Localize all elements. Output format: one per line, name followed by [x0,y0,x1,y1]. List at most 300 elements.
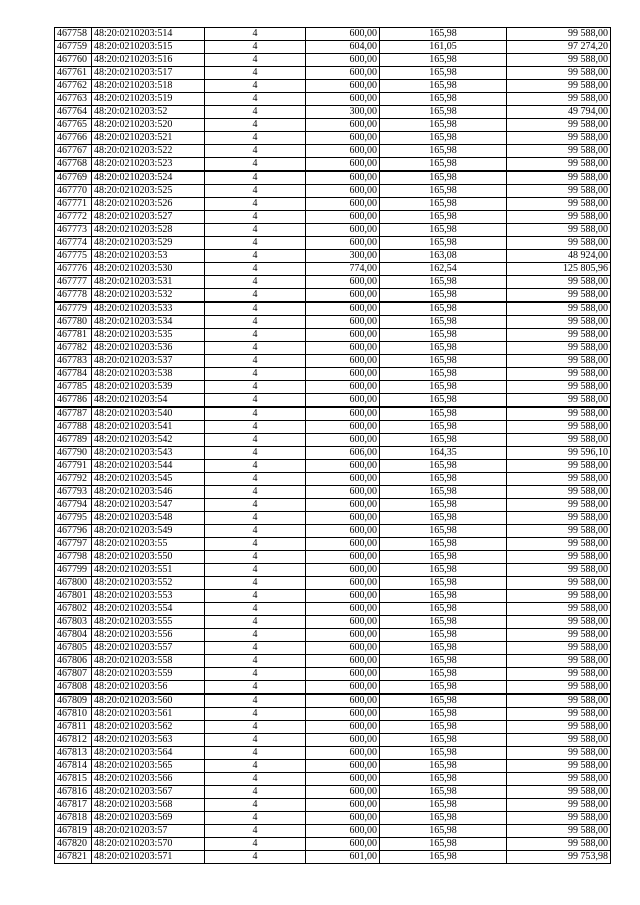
specific-value-cell: 165,98 [380,80,507,93]
row-number-cell: 467811 [55,721,92,734]
row-number-cell: 467775 [55,250,92,263]
row-number-cell: 467815 [55,773,92,786]
area-cell: 600,00 [306,28,380,41]
specific-value-cell: 165,98 [380,237,507,250]
table-row [55,80,611,93]
table-row [55,93,611,106]
group-code-cell: 4 [205,799,306,812]
table-row [55,28,611,41]
area-cell: 600,00 [306,629,380,642]
table-row [55,760,611,773]
group-code-cell: 4 [205,838,306,851]
area-cell: 600,00 [306,538,380,551]
specific-value-cell: 165,98 [380,67,507,80]
group-code-cell: 4 [205,28,306,41]
table-row [55,198,611,211]
cadastral-number-cell: 48:20:0210203:515 [92,41,205,54]
cadastral-number-cell: 48:20:0210203:518 [92,80,205,93]
group-code-cell: 4 [205,721,306,734]
specific-value-cell: 165,98 [380,486,507,499]
cadastral-value-cell: 99 588,00 [507,486,611,499]
cadastral-number-cell: 48:20:0210203:534 [92,316,205,329]
row-number-cell: 467816 [55,786,92,799]
specific-value-cell: 165,98 [380,734,507,747]
row-number-cell: 467782 [55,342,92,355]
area-cell: 600,00 [306,132,380,145]
cadastral-number-cell: 48:20:0210203:525 [92,185,205,198]
specific-value-cell: 165,98 [380,747,507,760]
cadastral-value-cell: 99 588,00 [507,812,611,825]
cadastral-value-cell: 99 588,00 [507,616,611,629]
specific-value-cell: 165,98 [380,342,507,355]
cadastral-number-cell: 48:20:0210203:552 [92,577,205,590]
table-row [55,838,611,851]
row-number-cell: 467818 [55,812,92,825]
cadastral-number-cell: 48:20:0210203:54 [92,394,205,408]
area-cell: 774,00 [306,263,380,276]
table-row [55,54,611,67]
row-number-cell: 467817 [55,799,92,812]
row-number-cell: 467768 [55,158,92,172]
cadastral-value-cell: 99 753,98 [507,851,611,864]
group-code-cell: 4 [205,525,306,538]
row-number-cell: 467808 [55,681,92,695]
cadastral-value-cell: 99 588,00 [507,721,611,734]
area-cell: 600,00 [306,276,380,289]
cadastral-value-cell: 99 588,00 [507,577,611,590]
area-cell: 600,00 [306,655,380,668]
group-code-cell: 4 [205,551,306,564]
area-cell: 600,00 [306,799,380,812]
table-row [55,773,611,786]
area-cell: 600,00 [306,434,380,447]
specific-value-cell: 165,98 [380,407,507,421]
cadastral-number-cell: 48:20:0210203:53 [92,250,205,263]
area-cell: 600,00 [306,158,380,172]
row-number-cell: 467794 [55,499,92,512]
table-row [55,812,611,825]
cadastral-number-cell: 48:20:0210203:560 [92,694,205,708]
table-row [55,734,611,747]
group-code-cell: 4 [205,434,306,447]
area-cell: 300,00 [306,250,380,263]
group-code-cell: 4 [205,694,306,708]
specific-value-cell: 165,98 [380,603,507,616]
group-code-cell: 4 [205,381,306,394]
row-number-cell: 467786 [55,394,92,408]
table-row [55,132,611,145]
cadastral-number-cell: 48:20:0210203:549 [92,525,205,538]
table-row [55,486,611,499]
specific-value-cell: 165,98 [380,460,507,473]
table-row [55,590,611,603]
area-cell: 600,00 [306,329,380,342]
area-cell: 604,00 [306,41,380,54]
area-cell: 601,00 [306,851,380,864]
area-cell: 600,00 [306,54,380,67]
table-row [55,551,611,564]
specific-value-cell: 165,98 [380,289,507,303]
cadastral-value-cell: 99 588,00 [507,538,611,551]
group-code-cell: 4 [205,67,306,80]
cadastral-number-cell: 48:20:0210203:528 [92,224,205,237]
row-number-cell: 467760 [55,54,92,67]
table-row [55,381,611,394]
cadastral-number-cell: 48:20:0210203:521 [92,132,205,145]
row-number-cell: 467820 [55,838,92,851]
cadastral-number-cell: 48:20:0210203:517 [92,67,205,80]
table-row [55,276,611,289]
specific-value-cell: 165,98 [380,564,507,577]
area-cell: 600,00 [306,734,380,747]
row-number-cell: 467771 [55,198,92,211]
row-number-cell: 467783 [55,355,92,368]
cadastral-value-cell: 99 588,00 [507,302,611,316]
group-code-cell: 4 [205,394,306,408]
row-number-cell: 467795 [55,512,92,525]
group-code-cell: 4 [205,734,306,747]
specific-value-cell: 165,98 [380,28,507,41]
specific-value-cell: 165,98 [380,421,507,434]
cadastral-number-cell: 48:20:0210203:545 [92,473,205,486]
cadastral-number-cell: 48:20:0210203:532 [92,289,205,303]
group-code-cell: 4 [205,460,306,473]
cadastral-number-cell: 48:20:0210203:543 [92,447,205,460]
cadastral-value-cell: 48 924,00 [507,250,611,263]
specific-value-cell: 165,98 [380,185,507,198]
specific-value-cell: 165,98 [380,616,507,629]
specific-value-cell: 165,98 [380,499,507,512]
group-code-cell: 4 [205,486,306,499]
specific-value-cell: 165,98 [380,681,507,695]
row-number-cell: 467803 [55,616,92,629]
row-number-cell: 467780 [55,316,92,329]
cadastral-number-cell: 48:20:0210203:550 [92,551,205,564]
cadastral-value-cell: 99 588,00 [507,473,611,486]
cadastral-number-cell: 48:20:0210203:540 [92,407,205,421]
cadastral-value-cell: 99 588,00 [507,564,611,577]
group-code-cell: 4 [205,629,306,642]
table-row [55,41,611,54]
cadastral-number-cell: 48:20:0210203:520 [92,119,205,132]
table-row [55,668,611,681]
area-cell: 600,00 [306,224,380,237]
group-code-cell: 4 [205,276,306,289]
row-number-cell: 467799 [55,564,92,577]
cadastral-number-cell: 48:20:0210203:52 [92,106,205,119]
row-number-cell: 467789 [55,434,92,447]
group-code-cell: 4 [205,316,306,329]
row-number-cell: 467773 [55,224,92,237]
cadastral-number-cell: 48:20:0210203:538 [92,368,205,381]
group-code-cell: 4 [205,421,306,434]
cadastral-number-cell: 48:20:0210203:531 [92,276,205,289]
cadastral-value-cell: 99 588,00 [507,316,611,329]
group-code-cell: 4 [205,681,306,695]
specific-value-cell: 165,98 [380,642,507,655]
group-code-cell: 4 [205,407,306,421]
group-code-cell: 4 [205,263,306,276]
group-code-cell: 4 [205,812,306,825]
row-number-cell: 467778 [55,289,92,303]
cadastral-number-cell: 48:20:0210203:564 [92,747,205,760]
area-cell: 606,00 [306,447,380,460]
area-cell: 600,00 [306,668,380,681]
table-row [55,499,611,512]
area-cell: 600,00 [306,681,380,695]
cadastral-value-cell: 99 588,00 [507,668,611,681]
group-code-cell: 4 [205,577,306,590]
area-cell: 600,00 [306,119,380,132]
row-number-cell: 467814 [55,760,92,773]
cadastral-number-cell: 48:20:0210203:57 [92,825,205,838]
group-code-cell: 4 [205,590,306,603]
table-row [55,799,611,812]
row-number-cell: 467813 [55,747,92,760]
row-number-cell: 467807 [55,668,92,681]
specific-value-cell: 163,08 [380,250,507,263]
row-number-cell: 467809 [55,694,92,708]
cadastral-number-cell: 48:20:0210203:571 [92,851,205,864]
cadastral-number-cell: 48:20:0210203:522 [92,145,205,158]
cadastral-value-cell: 99 588,00 [507,407,611,421]
specific-value-cell: 165,98 [380,525,507,538]
cadastral-number-cell: 48:20:0210203:551 [92,564,205,577]
area-cell: 600,00 [306,289,380,303]
cadastral-number-cell: 48:20:0210203:523 [92,158,205,172]
specific-value-cell: 165,98 [380,512,507,525]
cadastral-number-cell: 48:20:0210203:555 [92,616,205,629]
specific-value-cell: 165,98 [380,590,507,603]
area-cell: 600,00 [306,786,380,799]
specific-value-cell: 165,98 [380,668,507,681]
cadastral-value-cell: 99 588,00 [507,28,611,41]
specific-value-cell: 162,54 [380,263,507,276]
cadastral-number-cell: 48:20:0210203:537 [92,355,205,368]
table-row [55,681,611,695]
specific-value-cell: 165,98 [380,825,507,838]
row-number-cell: 467766 [55,132,92,145]
cadastral-value-cell: 99 588,00 [507,499,611,512]
area-cell: 600,00 [306,721,380,734]
table-row [55,421,611,434]
table-row [55,512,611,525]
specific-value-cell: 165,98 [380,106,507,119]
specific-value-cell: 165,98 [380,538,507,551]
row-number-cell: 467767 [55,145,92,158]
cadastral-number-cell: 48:20:0210203:563 [92,734,205,747]
group-code-cell: 4 [205,198,306,211]
table-row [55,224,611,237]
cadastral-value-cell: 99 588,00 [507,185,611,198]
table-row [55,329,611,342]
cadastral-number-cell: 48:20:0210203:530 [92,263,205,276]
area-cell: 600,00 [306,747,380,760]
specific-value-cell: 165,98 [380,812,507,825]
area-cell: 600,00 [306,368,380,381]
cadastral-value-cell: 99 588,00 [507,734,611,747]
row-number-cell: 467797 [55,538,92,551]
cadastral-number-cell: 48:20:0210203:529 [92,237,205,250]
cadastral-value-cell: 99 588,00 [507,329,611,342]
group-code-cell: 4 [205,171,306,185]
row-number-cell: 467772 [55,211,92,224]
row-number-cell: 467796 [55,525,92,538]
cadastral-value-cell: 99 588,00 [507,421,611,434]
row-number-cell: 467819 [55,825,92,838]
cadastral-value-cell: 99 588,00 [507,773,611,786]
table-row [55,786,611,799]
cadastral-value-cell: 99 588,00 [507,93,611,106]
group-code-cell: 4 [205,250,306,263]
row-number-cell: 467821 [55,851,92,864]
cadastral-number-cell: 48:20:0210203:541 [92,421,205,434]
specific-value-cell: 165,98 [380,773,507,786]
table-row [55,473,611,486]
area-cell: 600,00 [306,302,380,316]
cadastral-number-cell: 48:20:0210203:546 [92,486,205,499]
row-number-cell: 467763 [55,93,92,106]
table-row [55,747,611,760]
area-cell: 600,00 [306,825,380,838]
cadastral-number-cell: 48:20:0210203:567 [92,786,205,799]
row-number-cell: 467762 [55,80,92,93]
table-row [55,289,611,303]
row-number-cell: 467804 [55,629,92,642]
cadastral-value-cell: 99 588,00 [507,67,611,80]
table-row [55,67,611,80]
table-row [55,394,611,408]
table-row [55,355,611,368]
row-number-cell: 467801 [55,590,92,603]
cadastral-number-cell: 48:20:0210203:536 [92,342,205,355]
group-code-cell: 4 [205,512,306,525]
table-row [55,263,611,276]
cadastral-value-cell: 99 588,00 [507,342,611,355]
area-cell: 600,00 [306,145,380,158]
group-code-cell: 4 [205,499,306,512]
cadastral-value-cell: 99 588,00 [507,747,611,760]
cadastral-value-cell: 99 588,00 [507,525,611,538]
area-cell: 600,00 [306,237,380,250]
area-cell: 600,00 [306,185,380,198]
area-cell: 600,00 [306,773,380,786]
group-code-cell: 4 [205,616,306,629]
cadastral-number-cell: 48:20:0210203:554 [92,603,205,616]
row-number-cell: 467806 [55,655,92,668]
cadastral-value-cell: 99 588,00 [507,224,611,237]
table-row [55,302,611,316]
cadastral-number-cell: 48:20:0210203:544 [92,460,205,473]
table-row [55,119,611,132]
group-code-cell: 4 [205,237,306,250]
cadastral-value-cell: 99 588,00 [507,694,611,708]
specific-value-cell: 165,98 [380,551,507,564]
specific-value-cell: 165,98 [380,316,507,329]
specific-value-cell: 165,98 [380,434,507,447]
cadastral-number-cell: 48:20:0210203:566 [92,773,205,786]
row-number-cell: 467791 [55,460,92,473]
cadastral-value-table [54,27,611,864]
cadastral-number-cell: 48:20:0210203:535 [92,329,205,342]
specific-value-cell: 165,98 [380,93,507,106]
area-cell: 600,00 [306,460,380,473]
cadastral-value-cell: 99 588,00 [507,603,611,616]
cadastral-number-cell: 48:20:0210203:568 [92,799,205,812]
specific-value-cell: 164,35 [380,447,507,460]
table-row [55,694,611,708]
specific-value-cell: 161,05 [380,41,507,54]
group-code-cell: 4 [205,145,306,158]
specific-value-cell: 165,98 [380,799,507,812]
table-row [55,368,611,381]
area-cell: 600,00 [306,316,380,329]
group-code-cell: 4 [205,538,306,551]
table-row [55,721,611,734]
cadastral-number-cell: 48:20:0210203:553 [92,590,205,603]
row-number-cell: 467764 [55,106,92,119]
cadastral-value-cell: 99 588,00 [507,381,611,394]
cadastral-number-cell: 48:20:0210203:561 [92,708,205,721]
area-cell: 300,00 [306,106,380,119]
area-cell: 600,00 [306,603,380,616]
area-cell: 600,00 [306,564,380,577]
area-cell: 600,00 [306,67,380,80]
group-code-cell: 4 [205,786,306,799]
row-number-cell: 467769 [55,171,92,185]
table-row [55,825,611,838]
cadastral-value-cell: 99 588,00 [507,237,611,250]
cadastral-value-cell: 99 588,00 [507,460,611,473]
cadastral-value-cell: 99 588,00 [507,132,611,145]
group-code-cell: 4 [205,773,306,786]
row-number-cell: 467785 [55,381,92,394]
cadastral-value-cell: 99 596,10 [507,447,611,460]
table-row [55,145,611,158]
specific-value-cell: 165,98 [380,276,507,289]
cadastral-value-cell: 99 588,00 [507,158,611,172]
area-cell: 600,00 [306,694,380,708]
row-number-cell: 467792 [55,473,92,486]
area-cell: 600,00 [306,486,380,499]
specific-value-cell: 165,98 [380,171,507,185]
cadastral-number-cell: 48:20:0210203:559 [92,668,205,681]
cadastral-number-cell: 48:20:0210203:55 [92,538,205,551]
row-number-cell: 467759 [55,41,92,54]
specific-value-cell: 165,98 [380,786,507,799]
row-number-cell: 467800 [55,577,92,590]
cadastral-value-cell: 99 588,00 [507,708,611,721]
cadastral-value-cell: 99 588,00 [507,289,611,303]
group-code-cell: 4 [205,642,306,655]
area-cell: 600,00 [306,93,380,106]
table-row [55,538,611,551]
area-cell: 600,00 [306,473,380,486]
group-code-cell: 4 [205,132,306,145]
cadastral-value-cell: 99 588,00 [507,198,611,211]
table-row [55,316,611,329]
cadastral-number-cell: 48:20:0210203:56 [92,681,205,695]
row-number-cell: 467793 [55,486,92,499]
group-code-cell: 4 [205,224,306,237]
table-row [55,237,611,250]
cadastral-value-cell: 99 588,00 [507,119,611,132]
group-code-cell: 4 [205,93,306,106]
table-row [55,171,611,185]
group-code-cell: 4 [205,564,306,577]
specific-value-cell: 165,98 [380,198,507,211]
cadastral-number-cell: 48:20:0210203:526 [92,198,205,211]
